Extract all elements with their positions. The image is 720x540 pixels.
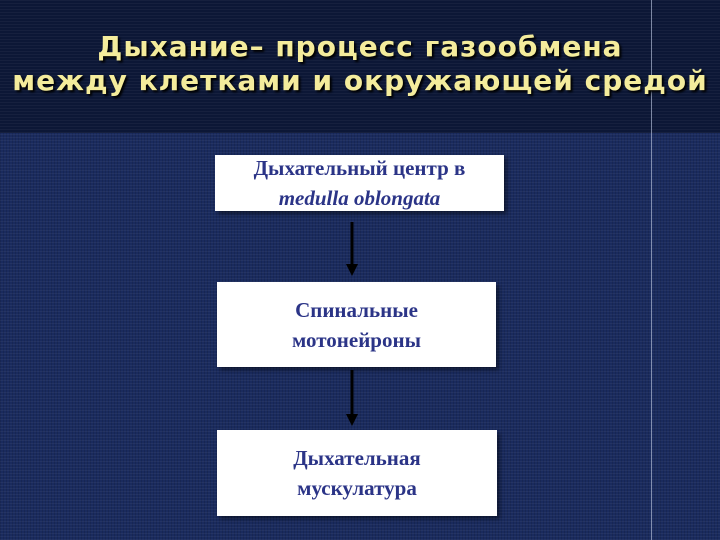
down-arrow-2	[344, 370, 360, 428]
medulla-oblongata-label: medulla oblongata	[278, 186, 441, 210]
respiratory-center-label: Дыхательный центр в	[253, 156, 466, 180]
slide-title-line-1: Дыхание– процесс газообмена	[97, 30, 623, 63]
spinal-motoneurons-box	[217, 282, 496, 367]
slide-title-line-2: между клетками и окружающей средой	[12, 64, 708, 97]
spinal-motoneurons-line-1: Спинальные	[295, 297, 418, 322]
slide-title	[0, 30, 720, 98]
spinal-motoneurons-line-2: мотонейроны	[292, 327, 421, 352]
respiratory-muscles-line-2: мускулатура	[297, 476, 417, 500]
respiratory-center-box	[215, 155, 504, 211]
respiratory-muscles-box	[217, 430, 497, 516]
respiratory-muscles-line-1: Дыхательная	[293, 446, 421, 470]
down-arrow-1	[344, 222, 360, 278]
